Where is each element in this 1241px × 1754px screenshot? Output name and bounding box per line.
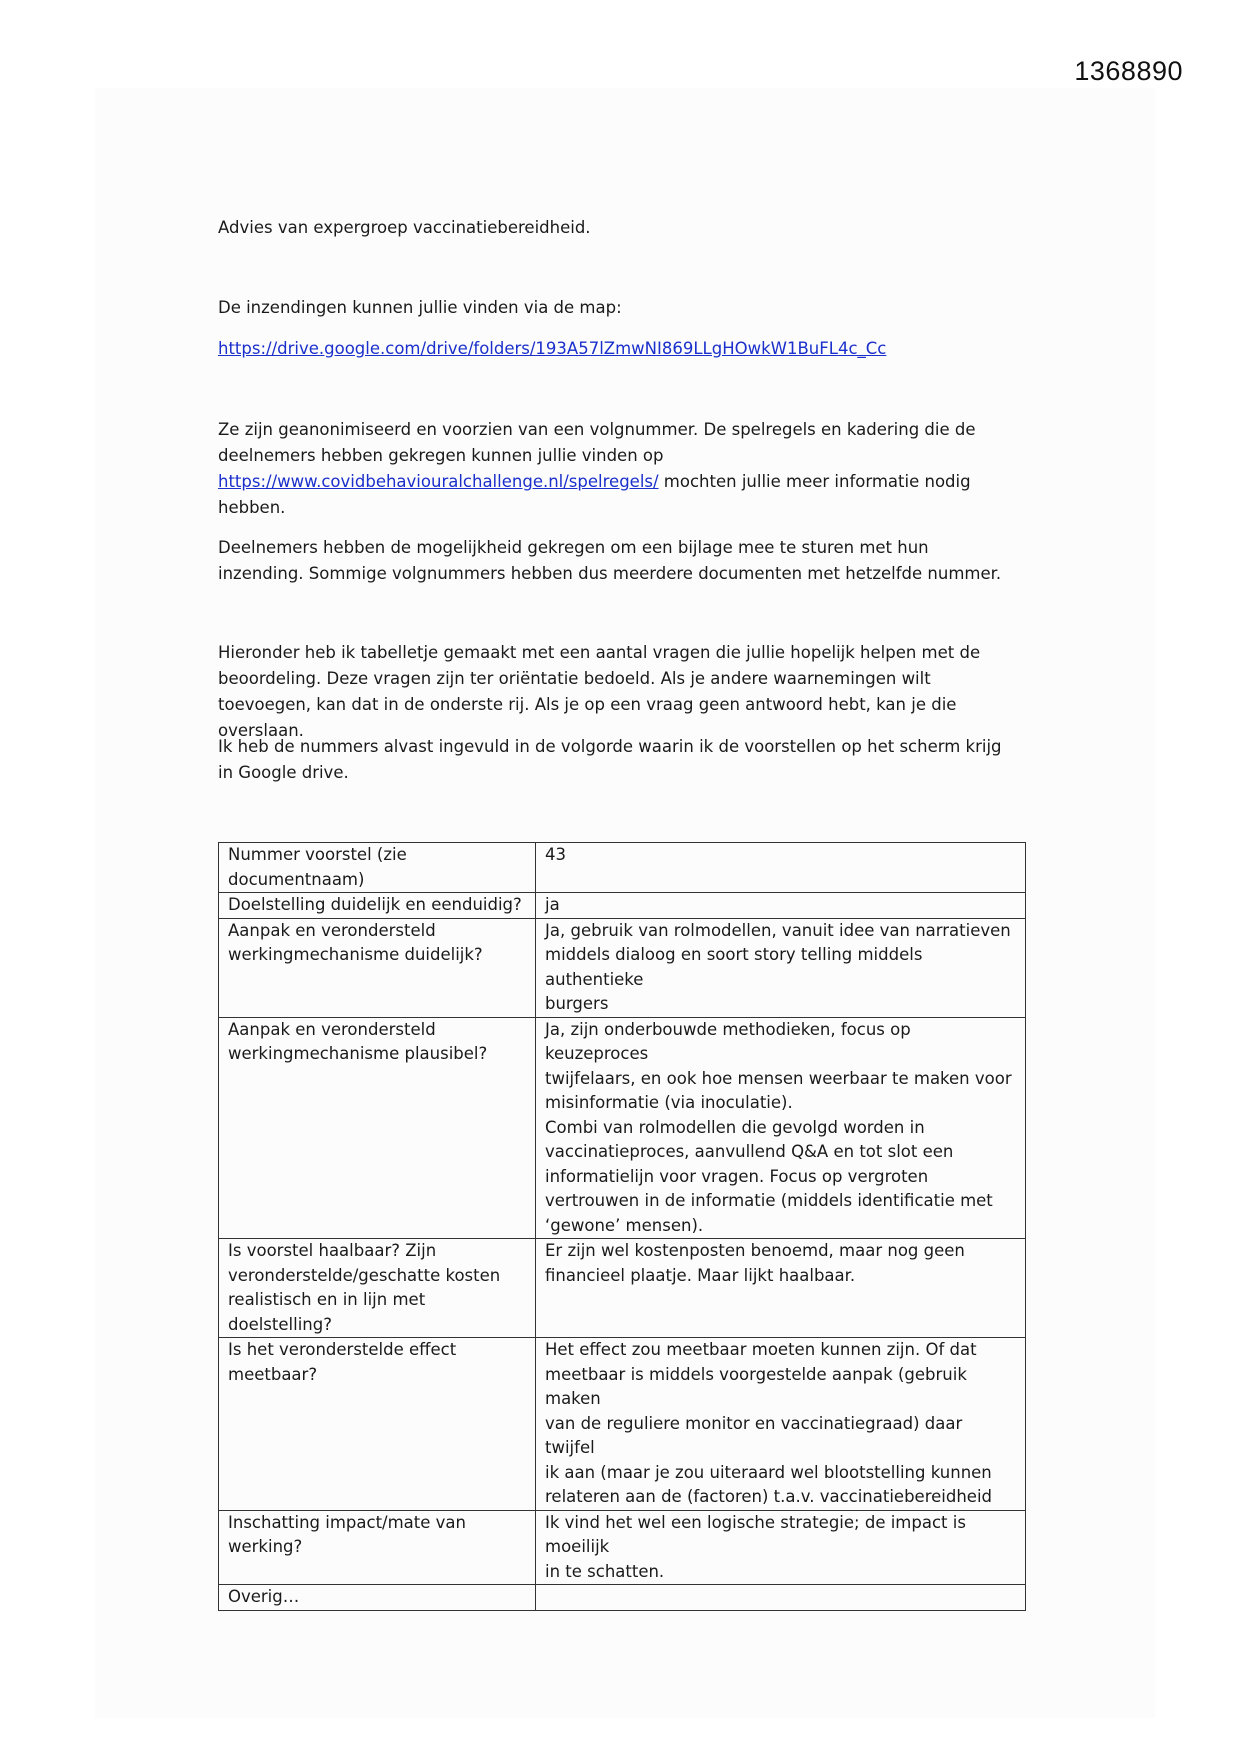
answer-cell xyxy=(536,918,1026,1017)
question-cell xyxy=(219,893,536,919)
question-text: Nummer voorstel (zie documentnaam) xyxy=(228,845,407,889)
question-cell xyxy=(219,1338,536,1511)
question-text: Doelstelling duidelijk en eenduidig? xyxy=(228,895,522,914)
table-row xyxy=(219,1510,1026,1585)
answer-text: Ja, zijn onderbouwde methodieken, focus op keuzeproces twijfelaars, en ook hoe mensen weerbaar te maken voor misinformatie (via inoculatie). Combi van rolmodellen die gevolgd worden in vaccinatieproces, aanvullend Q&A en tot slot een informatielijn voor vragen. Focus op vergroten vertrouwen in de informatie (middels identificatie met ‘gewone’ mensen). xyxy=(545,1019,1012,1235)
paragraph-rules-text-end: mochten jullie meer informatie nodig hebben. xyxy=(218,472,971,517)
table-row xyxy=(219,918,1026,1017)
table-row xyxy=(219,1239,1026,1338)
paragraph-table-intro: Hieronder heb ik tabelletje gemaakt met een aantal vragen die jullie hopelijk helpen met de beoordeling. Deze vragen zijn ter oriëntatie bedoeld. Als je andere waarnemingen wilt toevoegen, kan dat in de onderste rij. Als je op een vraag geen antwoord hebt, kan je die overslaan. xyxy=(218,643,981,740)
question-cell xyxy=(219,843,536,893)
answer-text: Ja, gebruik van rolmodellen, vanuit idee van narratieven middels dialoog en soort story telling middels authentieke burgers xyxy=(545,920,1011,1013)
paragraph-rules xyxy=(218,417,1018,521)
table-row xyxy=(219,1338,1026,1511)
intro-line: De inzendingen kunnen jullie vinden via de map: xyxy=(218,298,622,317)
answer-text: Het effect zou meetbaar moeten kunnen zijn. Of dat meetbaar is middels voorgestelde aanpak (gebruik maken van de reguliere monitor en vaccinatiegraad) daar twijfel ik aan (maar je zou uiteraard wel blootstelling kunnen relateren aan de (factoren) t.a.v. vaccinatiebereidheid xyxy=(545,1340,993,1506)
answer-cell xyxy=(536,843,1026,893)
answer-text: 43 xyxy=(545,845,566,864)
review-table xyxy=(218,842,1026,1611)
drive-link-line xyxy=(218,336,886,362)
question-text: Is voorstel haalbaar? Zijn veronderstelde/geschatte kosten realistisch en in lijn met doelstelling? xyxy=(228,1241,501,1334)
question-cell xyxy=(219,1585,536,1611)
paragraph-attachments: Deelnemers hebben de mogelijkheid gekregen om een bijlage mee te sturen met hun inzending. Sommige volgnummers hebben dus meerdere documenten met hetzelfde nummer. xyxy=(218,538,1002,583)
answer-text: Er zijn wel kostenposten benoemd, maar nog geen financieel plaatje. Maar lijkt haalbaar. xyxy=(545,1241,965,1285)
drive-folder-link[interactable]: https://drive.google.com/drive/folders/193A57lZmwNI869LLgHOwkW1BuFL4c_Cc xyxy=(218,339,887,358)
question-cell xyxy=(219,1239,536,1338)
document-number: 1368890 xyxy=(1074,56,1183,86)
question-text: Inschatting impact/mate van werking? xyxy=(228,1512,466,1556)
answer-cell xyxy=(536,1510,1026,1585)
answer-cell xyxy=(536,1239,1026,1338)
question-text: Overig… xyxy=(228,1587,300,1606)
answer-cell xyxy=(536,1338,1026,1511)
document-title: Advies van expergroep vaccinatiebereidheid. xyxy=(218,218,591,237)
question-cell xyxy=(219,1510,536,1585)
question-text: Aanpak en verondersteld werkingmechanisme plausibel? xyxy=(228,1019,488,1063)
table-row xyxy=(219,893,1026,919)
answer-cell xyxy=(536,893,1026,919)
answer-text: ja xyxy=(545,895,560,914)
rules-link[interactable]: https://www.covidbehaviouralchallenge.nl/spelregels/ xyxy=(218,472,659,491)
paragraph-rules-text: Ze zijn geanonimiseerd en voorzien van een volgnummer. De spelregels en kadering die de deelnemers hebben gekregen kunnen jullie vinden op xyxy=(218,420,976,465)
question-cell xyxy=(219,918,536,1017)
paragraph-numbers: Ik heb de nummers alvast ingevuld in de volgorde waarin ik de voorstellen op het scherm krijg in Google drive. xyxy=(218,737,1002,782)
question-text: Is het veronderstelde effect meetbaar? xyxy=(228,1340,457,1384)
answer-cell xyxy=(536,1017,1026,1239)
question-cell xyxy=(219,1017,536,1239)
answer-cell xyxy=(536,1585,1026,1611)
table-row xyxy=(219,1585,1026,1611)
table-row xyxy=(219,843,1026,893)
table-row xyxy=(219,1017,1026,1239)
question-text: Aanpak en verondersteld werkingmechanisme duidelijk? xyxy=(228,920,483,964)
answer-text: Ik vind het wel een logische strategie; de impact is moeilijk in te schatten. xyxy=(545,1512,966,1581)
